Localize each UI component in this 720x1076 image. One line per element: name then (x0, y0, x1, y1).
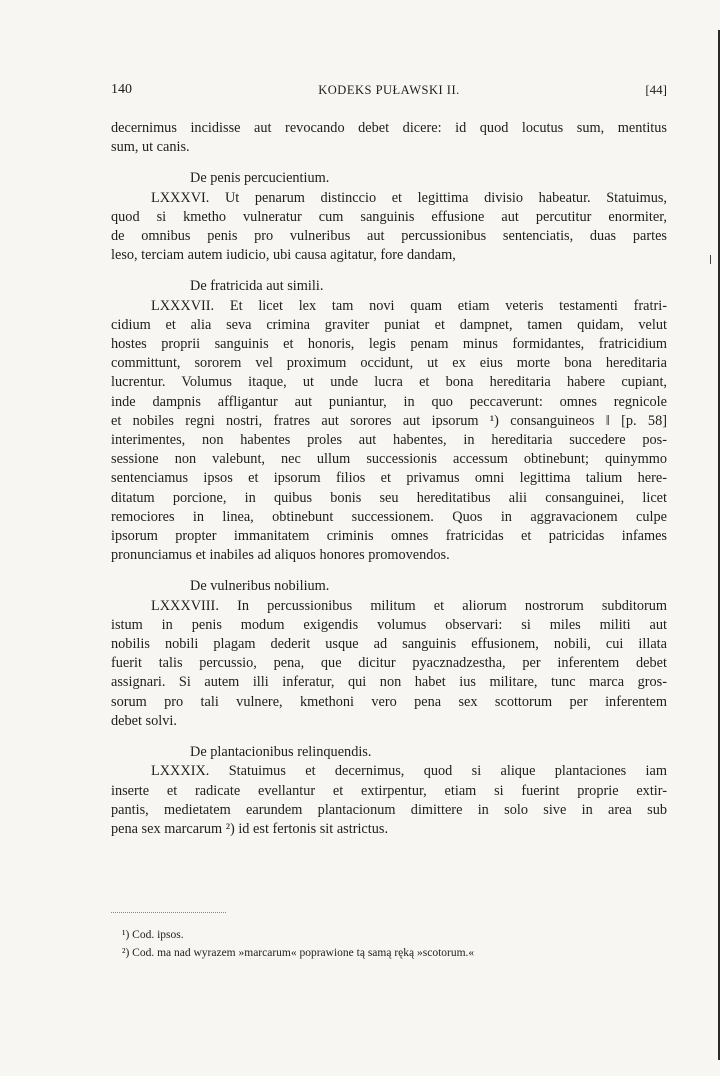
text-line: cidium et alia seva crimina graviter puniat et dampnet, tamen quidam, velut (111, 316, 667, 333)
footnote: ¹) Cod. ipsos. (122, 929, 184, 941)
text-line: decernimus incidisse aut revocando debet dicere: id quod locutus sum, mentitus (111, 120, 667, 136)
margin-mark (710, 255, 711, 264)
footnote-rule (111, 912, 226, 913)
text-line: debet solvi. (111, 712, 177, 729)
text-line: sorum pro tali vulnere, kmethoni vero pena sex scottorum per inferentem (111, 693, 667, 710)
text-line: sentenciamus ipsos et ipsorum filios et privamus omni legittima talium here- (111, 470, 667, 487)
column-bracket: [44] (645, 82, 667, 97)
text-line: sessione non valebunt, nec ullum successionis accessum obtinebunt; quinymmo (111, 451, 667, 468)
text-line: ditatum porcione, in quibus bonis seu hereditatibus alii consanguinei, licet (111, 489, 667, 506)
footnotes (122, 926, 474, 962)
text-line: ipsorum propter immanitatem criminis omnes fratricidas et patricidas infames (111, 528, 667, 545)
text-line: istum in penis modum exigendis volumus observari: si miles militi aut (111, 616, 667, 633)
text-line: pena sex marcarum ²) id est fertonis sit astrictus. (111, 820, 389, 837)
footnote: ²) Cod. ma nad wyrazem »marcarum« poprawione tą samą ręką »scotorum.« (122, 947, 475, 959)
text-line: interimentes, non habentes proles aut habentes, in hereditaria succedere pos- (111, 432, 667, 449)
text-line: leso, terciam autem iudicio, ubi causa agitatur, fore dandam, (111, 247, 456, 264)
text-line: et nobiles regni nostri, fratres aut sorores aut ipsorum ¹) consanguineos ‖ [p. 58] (111, 412, 667, 429)
body-text (111, 119, 667, 839)
page-number: 140 (111, 82, 132, 97)
section-heading: De vulneribus nobilium. (190, 578, 330, 595)
text-line: fuerit talis percussio, pena, que dicitur pyacznadzestha, per inferentem debet (111, 655, 667, 672)
text-line: LXXXVIII. In percussionibus militum et aliorum nostrorum subditorum (151, 597, 667, 614)
text-line: inde dampnis affligantur aut puniantur, in quo peccaverunt: omnes regnicole (111, 393, 667, 410)
text-line: remociores in linea, obtinebunt successionem. Quos in aggravacionem culpe (111, 508, 667, 525)
section-heading: De penis percucientium. (190, 170, 330, 187)
text-line: lucrentur. Volumus itaque, ut unde lucra et bona hereditaria habere cupiant, (111, 374, 667, 391)
running-title: KODEKS PUŁAWSKI II. (318, 83, 460, 97)
text-line: LXXXIX. Statuimus et decernimus, quod si alique plantaciones iam (151, 763, 667, 780)
text-line: pantis, medietatem earundem plantacionum dimittere in solo sive in area sub (111, 801, 667, 818)
text-line: pronunciamus et inabiles ad aliquos honores promovendos. (111, 547, 450, 564)
text-line: quod si kmetho vulneratur cum sanguinis effusione aut percutitur enormiter, (111, 208, 667, 225)
text-line: sum, ut canis. (111, 139, 190, 156)
text-line: assignari. Si autem illi inferatur, qui non habet ius militare, tunc marca gros- (111, 674, 667, 691)
text-line: hostes proprii sanguinis et honoris, legis penam minus formidantes, fratricidium (111, 336, 667, 353)
text-line: nobilis nobili plagam dederit usque ad sanguinis effusionem, nobili, cui illata (111, 636, 667, 653)
text-line: inserte et radicate evellantur et extirpentur, etiam si fuerint proprie extir- (111, 782, 667, 799)
section-heading: De plantacionibus relinquendis. (190, 744, 372, 761)
text-line: LXXXVI. Ut penarum distinccio et legittima divisio habeatur. Statuimus, (151, 189, 667, 206)
text-line: committunt, sororem vel proximum occidunt, ut ex eius morte bona hereditaria (111, 355, 667, 372)
text-line: LXXXVII. Et licet lex tam novi quam etiam veteris testamenti fratri- (151, 297, 667, 314)
section-heading: De fratricida aut simili. (190, 278, 324, 295)
text-line: de omnibus penis pro vulneribus aut percussionibus sentenciatis, duas partes (111, 228, 667, 245)
